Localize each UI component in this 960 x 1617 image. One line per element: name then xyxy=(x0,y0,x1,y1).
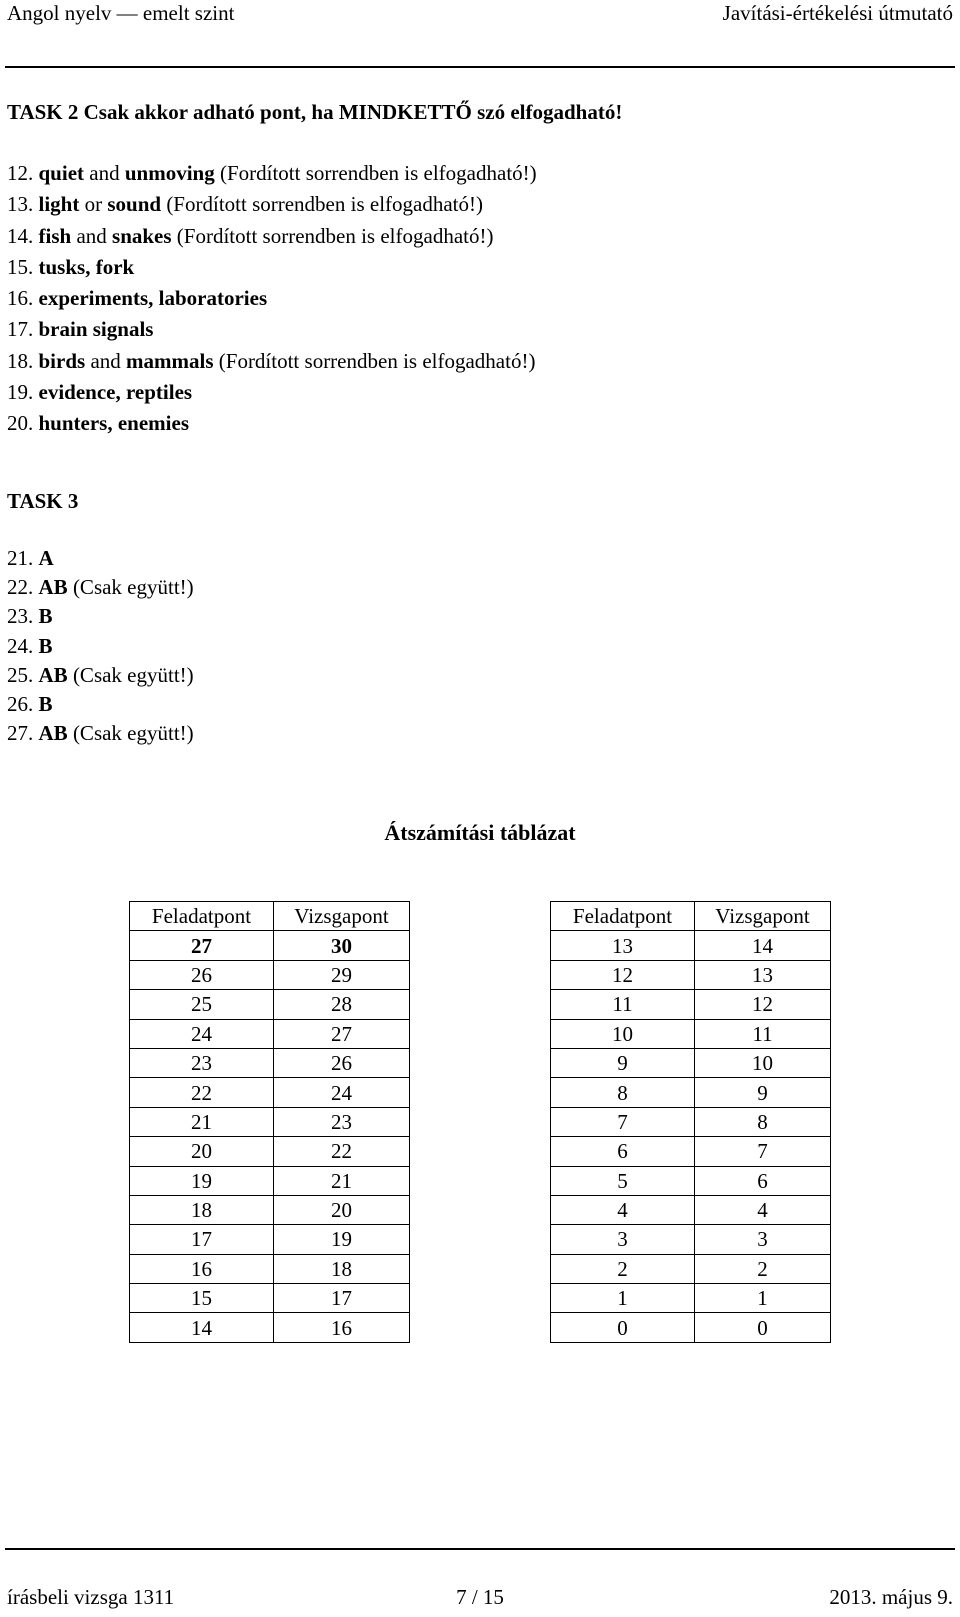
page-header xyxy=(7,0,953,30)
answer-number: 18. xyxy=(7,348,34,373)
feladatpont-cell: 20 xyxy=(130,1137,274,1166)
answer-number: 27. xyxy=(7,721,34,746)
answer-number: 13. xyxy=(7,192,34,217)
column-header-feladatpont: Feladatpont xyxy=(130,902,274,931)
table-row xyxy=(130,960,410,989)
table-row xyxy=(130,1107,410,1136)
table-row xyxy=(551,1078,831,1107)
answer-note: or xyxy=(79,192,108,217)
vizsgapont-cell: 4 xyxy=(695,1195,831,1224)
vizsgapont-cell: 3 xyxy=(695,1225,831,1254)
answer-note: (Csak együtt!) xyxy=(67,662,194,687)
table-row xyxy=(130,1195,410,1224)
vizsgapont-cell: 14 xyxy=(695,931,831,960)
answer-item xyxy=(7,410,537,441)
vizsgapont-cell: 9 xyxy=(695,1078,831,1107)
table-header-row xyxy=(130,902,410,931)
header-doc-type: Javítási-értékelési útmutató xyxy=(722,1,953,25)
table-row xyxy=(130,931,410,960)
feladatpont-cell: 7 xyxy=(551,1107,695,1136)
vizsgapont-cell: 27 xyxy=(274,1019,410,1048)
table-row xyxy=(130,1019,410,1048)
vizsgapont-cell: 12 xyxy=(695,990,831,1019)
answer-number: 25. xyxy=(7,662,34,687)
answer-keyword: unmoving xyxy=(124,161,215,185)
footer-date: 2013. május 9. xyxy=(829,1585,953,1609)
answer-keyword: hunters, enemies xyxy=(38,411,189,436)
feladatpont-cell: 22 xyxy=(130,1078,274,1107)
task3-title: TASK 3 xyxy=(7,489,79,513)
table-row xyxy=(551,960,831,989)
answer-number: 15. xyxy=(7,254,34,279)
feladatpont-cell: 3 xyxy=(551,1225,695,1254)
feladatpont-cell: 4 xyxy=(551,1195,695,1224)
answer-item xyxy=(7,160,537,191)
vizsgapont-cell: 13 xyxy=(695,960,831,989)
answer-keyword: quiet xyxy=(38,161,85,185)
task2-title: TASK 2 Csak akkor adható pont, ha MINDKETTŐ szó elfogadható! xyxy=(7,100,623,124)
answer-note: and xyxy=(71,223,113,248)
answer-number: 17. xyxy=(7,317,34,342)
vizsgapont-cell: 1 xyxy=(695,1284,831,1313)
answer-keyword: brain signals xyxy=(38,317,154,342)
task2-answer-list xyxy=(7,160,537,442)
answer-item xyxy=(7,348,537,379)
feladatpont-cell: 6 xyxy=(551,1137,695,1166)
table-row xyxy=(551,1195,831,1224)
feladatpont-cell: 16 xyxy=(130,1254,274,1283)
conversion-table-title: Átszámítási táblázat xyxy=(384,820,576,845)
vizsgapont-cell: 2 xyxy=(695,1254,831,1283)
answer-keyword: sound xyxy=(107,192,162,217)
vizsgapont-cell: 28 xyxy=(274,990,410,1019)
answer-item xyxy=(7,285,537,316)
vizsgapont-cell: 19 xyxy=(274,1225,410,1254)
answer-item xyxy=(7,720,194,749)
feladatpont-cell: 8 xyxy=(551,1078,695,1107)
answer-keyword: B xyxy=(38,604,53,629)
answer-keyword: fish xyxy=(38,223,72,248)
answer-item xyxy=(7,603,194,632)
answer-keyword: AB xyxy=(38,575,68,600)
feladatpont-cell: 15 xyxy=(130,1284,274,1313)
feladatpont-cell: 14 xyxy=(130,1313,274,1342)
answer-note: (Fordított sorrendben is elfogadható!) xyxy=(171,223,494,248)
vizsgapont-cell: 17 xyxy=(274,1284,410,1313)
table-row xyxy=(130,1166,410,1195)
table-row xyxy=(130,1137,410,1166)
answer-item xyxy=(7,191,537,222)
vizsgapont-cell: 26 xyxy=(274,1048,410,1077)
feladatpont-cell: 0 xyxy=(551,1313,695,1342)
answer-item xyxy=(7,662,194,691)
answer-note: and xyxy=(85,348,127,373)
answer-item xyxy=(7,545,194,574)
vizsgapont-cell: 29 xyxy=(274,960,410,989)
table-row xyxy=(130,1225,410,1254)
answer-note: (Fordított sorrendben is elfogadható!) xyxy=(161,192,483,217)
feladatpont-cell: 10 xyxy=(551,1019,695,1048)
feladatpont-cell: 13 xyxy=(551,931,695,960)
answer-note: (Csak együtt!) xyxy=(67,721,194,746)
feladatpont-cell: 2 xyxy=(551,1254,695,1283)
table-row xyxy=(551,1166,831,1195)
footer-page-number: 7 / 15 xyxy=(456,1585,504,1609)
feladatpont-cell: 27 xyxy=(130,931,274,960)
feladatpont-cell: 26 xyxy=(130,960,274,989)
vizsgapont-cell: 18 xyxy=(274,1254,410,1283)
table-row xyxy=(130,1048,410,1077)
feladatpont-cell: 5 xyxy=(551,1166,695,1195)
answer-item xyxy=(7,379,537,410)
vizsgapont-cell: 0 xyxy=(695,1313,831,1342)
answer-keyword: evidence, reptiles xyxy=(38,380,193,405)
answer-number: 22. xyxy=(7,575,34,600)
vizsgapont-cell: 16 xyxy=(274,1313,410,1342)
vizsgapont-cell: 10 xyxy=(695,1048,831,1077)
feladatpont-cell: 1 xyxy=(551,1284,695,1313)
answer-keyword: snakes xyxy=(112,223,172,248)
column-header-vizsgapont: Vizsgapont xyxy=(695,902,831,931)
footer-rule xyxy=(5,1548,955,1550)
table-row xyxy=(551,990,831,1019)
answer-number: 19. xyxy=(7,380,34,405)
header-rule xyxy=(5,66,955,68)
feladatpont-cell: 24 xyxy=(130,1019,274,1048)
table-row xyxy=(551,1254,831,1283)
answer-number: 14. xyxy=(7,223,34,248)
answer-note: (Fordított sorrendben is elfogadható!) xyxy=(214,161,537,185)
answer-number: 16. xyxy=(7,286,34,311)
answer-note: and xyxy=(84,161,125,185)
conversion-table-right xyxy=(550,901,831,1343)
vizsgapont-cell: 8 xyxy=(695,1107,831,1136)
table-row xyxy=(551,1313,831,1342)
answer-number: 23. xyxy=(7,604,34,629)
feladatpont-cell: 25 xyxy=(130,990,274,1019)
table-row xyxy=(130,1313,410,1342)
answer-number: 26. xyxy=(7,691,34,716)
feladatpont-cell: 18 xyxy=(130,1195,274,1224)
vizsgapont-cell: 24 xyxy=(274,1078,410,1107)
answer-number: 24. xyxy=(7,633,34,658)
header-subject: Angol nyelv — emelt szint xyxy=(7,1,235,25)
table-row xyxy=(130,1078,410,1107)
vizsgapont-cell: 11 xyxy=(695,1019,831,1048)
answer-keyword: mammals xyxy=(126,348,214,373)
answer-number: 20. xyxy=(7,411,34,436)
feladatpont-cell: 12 xyxy=(551,960,695,989)
feladatpont-cell: 17 xyxy=(130,1225,274,1254)
table-row xyxy=(551,1225,831,1254)
answer-item xyxy=(7,223,537,254)
vizsgapont-cell: 21 xyxy=(274,1166,410,1195)
vizsgapont-cell: 22 xyxy=(274,1137,410,1166)
feladatpont-cell: 19 xyxy=(130,1166,274,1195)
column-header-vizsgapont: Vizsgapont xyxy=(274,902,410,931)
answer-number: 12. xyxy=(7,161,34,185)
vizsgapont-cell: 30 xyxy=(274,931,410,960)
feladatpont-cell: 21 xyxy=(130,1107,274,1136)
answer-number: 21. xyxy=(7,546,34,570)
answer-note: (Csak együtt!) xyxy=(67,575,194,600)
answer-keyword: birds xyxy=(38,348,86,373)
footer-exam-code: írásbeli vizsga 1311 xyxy=(7,1585,175,1609)
answer-keyword: B xyxy=(38,633,53,658)
vizsgapont-cell: 20 xyxy=(274,1195,410,1224)
answer-keyword: tusks, fork xyxy=(38,254,135,279)
answer-item xyxy=(7,316,537,347)
answer-note: (Fordított sorrendben is elfogadható!) xyxy=(213,348,536,373)
table-row xyxy=(551,1019,831,1048)
vizsgapont-cell: 6 xyxy=(695,1166,831,1195)
table-row xyxy=(551,1048,831,1077)
table-row xyxy=(551,1284,831,1313)
answer-keyword: light xyxy=(38,192,80,217)
answer-item xyxy=(7,254,537,285)
column-header-feladatpont: Feladatpont xyxy=(551,902,695,931)
conversion-table-left xyxy=(129,901,410,1343)
answer-keyword: AB xyxy=(38,721,68,746)
feladatpont-cell: 23 xyxy=(130,1048,274,1077)
table-row xyxy=(130,1284,410,1313)
table-row xyxy=(130,1254,410,1283)
answer-keyword: A xyxy=(38,546,54,570)
table-header-row xyxy=(551,902,831,931)
feladatpont-cell: 9 xyxy=(551,1048,695,1077)
answer-item xyxy=(7,574,194,603)
table-row xyxy=(551,931,831,960)
answer-item xyxy=(7,633,194,662)
answer-keyword: B xyxy=(38,691,53,716)
vizsgapont-cell: 7 xyxy=(695,1137,831,1166)
table-row xyxy=(130,990,410,1019)
task3-answer-list xyxy=(7,545,194,749)
vizsgapont-cell: 23 xyxy=(274,1107,410,1136)
answer-item xyxy=(7,691,194,720)
answer-keyword: experiments, laboratories xyxy=(38,286,268,311)
table-row xyxy=(551,1137,831,1166)
feladatpont-cell: 11 xyxy=(551,990,695,1019)
table-row xyxy=(551,1107,831,1136)
answer-keyword: AB xyxy=(38,662,68,687)
